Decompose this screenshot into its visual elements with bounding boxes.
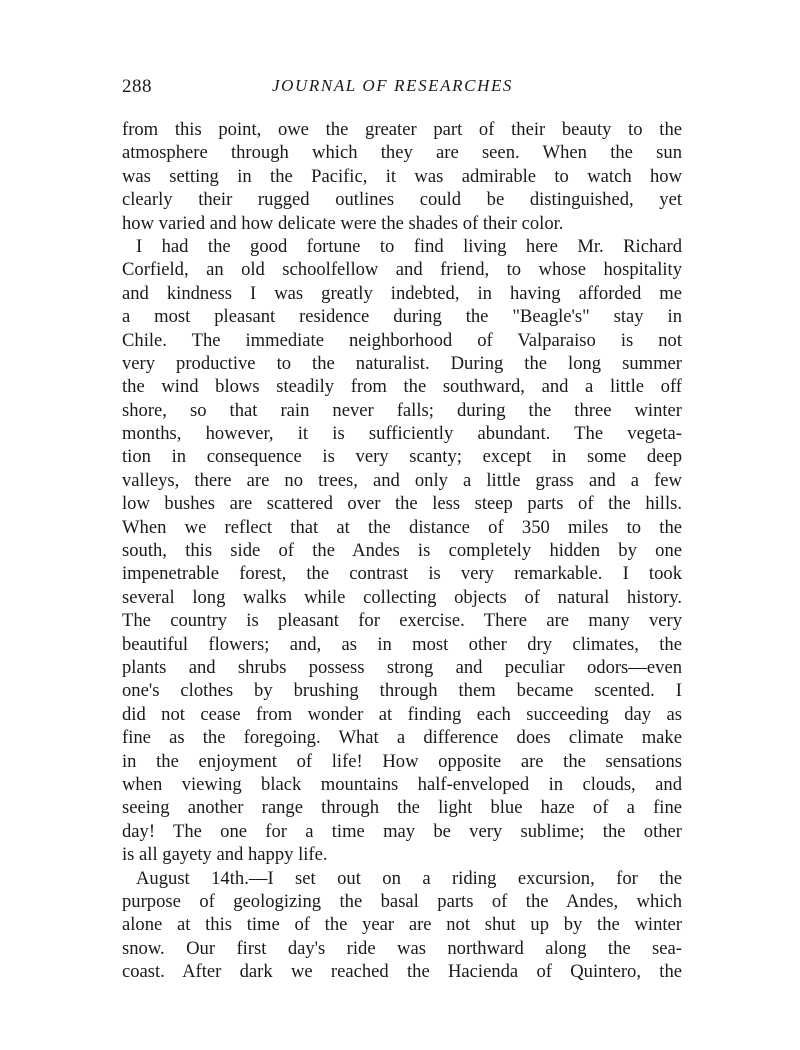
text-line: coast. After dark we reached the Hacienda of Quintero, the [122,961,682,983]
text-line: beautiful flowers; and, as in most other dry climates, the [122,633,682,655]
text-line: and kindness I was greatly indebted, in having afforded me [122,282,682,304]
text-line: shore, so that rain never falls; during the three winter [122,399,682,421]
text-line: months, however, it is sufficiently abundant. The vegeta- [122,423,682,445]
text-line: day! The one for a time may be very sublime; the other [122,820,682,842]
text-line: did not cease from wonder at finding each succeeding day as [122,703,682,725]
body-text [122,118,682,983]
paragraph-first-line: August 14th.—I set out on a riding excursion, for the [136,867,682,889]
text-line: When we reflect that at the distance of 350 miles to the [122,516,682,538]
running-title: JOURNAL OF RESEARCHES [272,76,514,95]
text-line: purpose of geologizing the basal parts of the Andes, which [122,890,682,912]
text-line: very productive to the naturalist. During the long summer [122,352,682,374]
text-line: when viewing black mountains half-enveloped in clouds, and [122,773,682,795]
text-line: one's clothes by brushing through them became scented. I [122,680,682,702]
text-line: fine as the foregoing. What a difference does climate make [122,727,682,749]
text-line: a most pleasant residence during the "Beagle's" stay in [122,306,682,328]
text-line: impenetrable forest, the contrast is very remarkable. I took [122,563,682,585]
text-line: was setting in the Pacific, it was admirable to watch how [122,165,682,187]
text-line: seeing another range through the light blue haze of a fine [122,797,682,819]
text-line: how varied and how delicate were the shades of their color. [122,212,564,234]
text-line: in the enjoyment of life! How opposite are the sensations [122,750,682,772]
text-line: from this point, owe the greater part of their beauty to the [122,119,682,140]
text-line: The country is pleasant for exercise. There are many very [122,610,682,632]
text-line: valleys, there are no trees, and only a little grass and a few [122,469,682,491]
text-line: alone at this time of the year are not shut up by the winter [122,914,682,936]
text-line: low bushes are scattered over the less steep parts of the hills. [122,493,682,515]
page-number: 288 [122,76,152,97]
text-line: tion in consequence is very scanty; except in some deep [122,446,682,468]
text-line: several long walks while collecting objects of natural history. [122,586,682,608]
text-line: the wind blows steadily from the southward, and a little off [122,376,682,398]
paragraph-first-line: I had the good fortune to find living here Mr. Richard [136,235,682,257]
text-line: is all gayety and happy life. [122,844,328,866]
running-head [122,76,682,100]
text-line: snow. Our first day's ride was northward along the sea- [122,937,682,959]
text-line: south, this side of the Andes is completely hidden by one [122,540,682,562]
text-line: atmosphere through which they are seen. When the sun [122,142,682,164]
text-line: Chile. The immediate neighborhood of Valparaiso is not [122,329,682,351]
text-line: clearly their rugged outlines could be distinguished, yet [122,189,682,211]
text-line: Corfield, an old schoolfellow and friend, to whose hospitality [122,259,682,281]
text-line: plants and shrubs possess strong and peculiar odors—even [122,656,682,678]
